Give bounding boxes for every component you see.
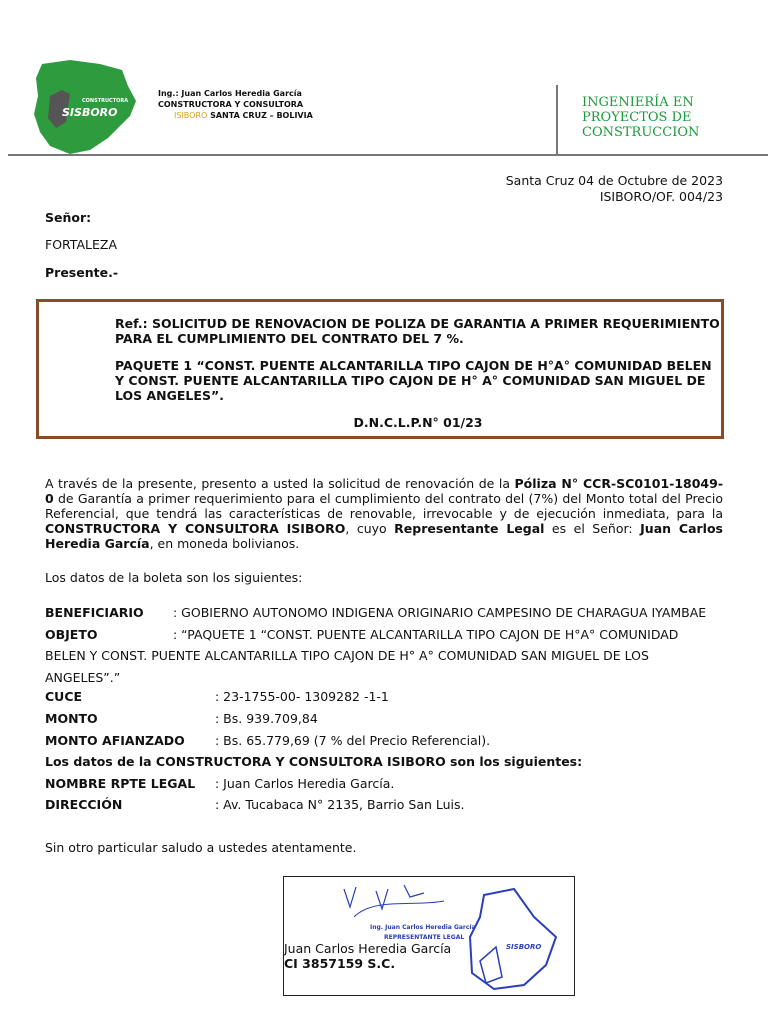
salutation: Señor: <box>45 210 92 225</box>
signatory-ci: CI 3857159 S.C. <box>284 956 396 971</box>
ref-dnclp: D.N.C.L.P.N° 01/23 <box>353 415 483 430</box>
field-objeto-continued: BELEN Y CONST. PUENTE ALCANTARILLA TIPO CAJON DE H° A° COMUNIDAD SAN MIGUEL DE LOS ANGELES”.” <box>45 648 649 685</box>
ref-paquete: PAQUETE 1 “CONST. PUENTE ALCANTARILLA TIPO CAJON DE H°A° COMUNIDAD BELEN Y CONST. PUENTE ALCANTARILLA TIPO CAJON DE H° A° COMUNIDAD SAN MIGUEL DE LOS ANGELES”. <box>115 358 712 403</box>
field-cuce: CUCE : 23-1755-00- 1309282 -1-1 <box>45 689 389 704</box>
svg-text:SISBORO: SISBORO <box>62 106 118 119</box>
presente: Presente.- <box>45 265 119 280</box>
company-location <box>158 110 313 121</box>
field-monto-afianzado: MONTO AFIANZADO : Bs. 65.779,69 (7 % del Precio Referencial). <box>45 733 491 748</box>
field-rpte-legal: NOMBRE RPTE LEGAL : Juan Carlos Heredia García. <box>45 776 395 791</box>
signature-stamp-image <box>284 877 575 996</box>
svg-text:Ing. Juan Carlos Heredia Garcí: Ing. Juan Carlos Heredia García <box>370 924 476 931</box>
field-direccion: DIRECCIÓN : Av. Tucabaca N° 2135, Barrio San Luis. <box>45 797 465 812</box>
company-place: SANTA CRUZ – BOLIVIA <box>210 111 313 120</box>
header-rule <box>8 154 768 156</box>
closing-line: Sin otro particular saludo a ustedes atentamente. <box>45 840 357 855</box>
field-objeto: OBJETO : “PAQUETE 1 “CONST. PUENTE ALCANTARILLA TIPO CAJON DE H°A° COMUNIDAD <box>45 627 679 642</box>
company-name: CONSTRUCTORA Y CONSULTORA <box>158 100 304 109</box>
letter-ref-number: ISIBORO/OF. 004/23 <box>599 189 723 204</box>
recipient: FORTALEZA <box>45 237 117 252</box>
company-header <box>158 88 313 121</box>
date-block <box>506 173 723 205</box>
reference-box <box>36 299 724 439</box>
field-monto: MONTO : Bs. 939.709,84 <box>45 711 318 726</box>
field-beneficiario: BENEFICIARIO : GOBIERNO AUTONOMO INDIGENA ORIGINARIO CAMPESINO DE CHARAGUA IYAMBAE <box>45 605 707 620</box>
signatory-name: Juan Carlos Heredia García <box>284 941 452 956</box>
body-paragraph: A través de la presente, presento a usted la solicitud de renovación de la Póliza N° CCR-SC0101-18049-0 de Garantía a primer requerimiento para el cumplimiento del contrato del (7%) del Monto total del Precio Referencial, que tendrá las características de renovable, irrevocable y de ejecución inmediata, para la CONSTRUCTORA Y CONSULTORA ISIBORO, cuyo Representante Legal es el Señor: Juan Carlos Heredia García, en moneda bolivianos. <box>45 476 724 551</box>
svg-text:REPRESENTANTE LEGAL: REPRESENTANTE LEGAL <box>384 934 465 941</box>
signature-box <box>283 876 575 996</box>
datos-intro: Los datos de la boleta son los siguientes: <box>45 570 303 585</box>
letter-date: Santa Cruz 04 de Octubre de 2023 <box>505 173 723 188</box>
constructora-heading: Los datos de la CONSTRUCTORA Y CONSULTORA ISIBORO son los siguientes: <box>45 754 583 769</box>
engineer-name: Ing.: Juan Carlos Heredia García <box>158 89 302 98</box>
svg-text:SISBORO: SISBORO <box>506 943 542 951</box>
header-divider <box>556 85 558 155</box>
company-brand: ISIBORO <box>174 111 208 120</box>
company-logo <box>30 56 140 156</box>
header-tagline: INGENIERÍA EN PROYECTOS DE CONSTRUCCION <box>582 95 700 140</box>
ref-line: Ref.: SOLICITUD DE RENOVACION DE POLIZA DE GARANTIA A PRIMER REQUERIMIENTO PARA EL CUMPLIMIENTO DEL CONTRATO DEL 7 %. <box>115 316 720 346</box>
policy-number: Póliza N° CCR-SC0101-18049-0 <box>45 476 724 506</box>
svg-text:CONSTRUCTORA: CONSTRUCTORA <box>82 98 129 104</box>
